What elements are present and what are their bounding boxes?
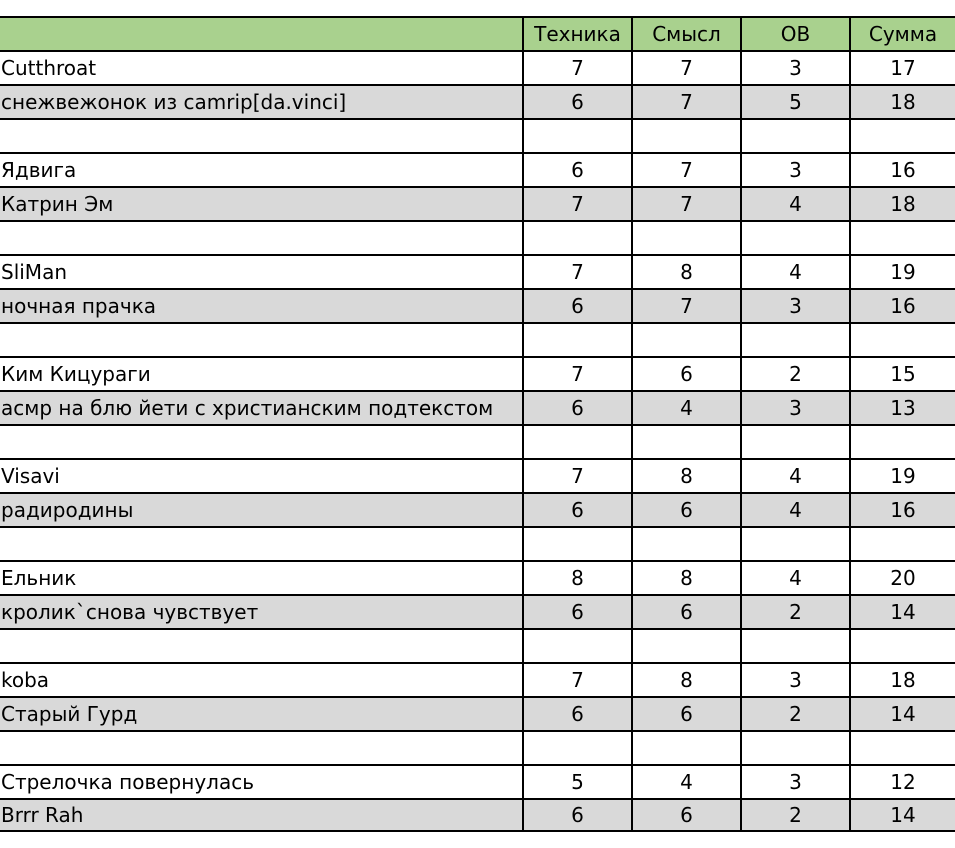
header-ov-cell[interactable]: ОВ xyxy=(740,18,849,50)
technique-cell[interactable] xyxy=(522,324,631,356)
name-cell[interactable]: koba xyxy=(1,668,50,692)
sum-cell[interactable]: 18 xyxy=(849,188,955,220)
ov-cell[interactable]: 2 xyxy=(740,596,849,628)
sum-cell[interactable] xyxy=(849,630,955,662)
name-cell[interactable]: Ядвига xyxy=(1,158,77,182)
sum-cell[interactable]: 16 xyxy=(849,290,955,322)
name-cell[interactable] xyxy=(0,222,522,254)
technique-cell[interactable]: 6 xyxy=(522,596,631,628)
table-row xyxy=(0,390,955,424)
name-cell[interactable] xyxy=(0,528,522,560)
spacer-row xyxy=(0,730,955,764)
ov-cell[interactable]: 3 xyxy=(740,392,849,424)
table-row xyxy=(0,50,955,84)
technique-cell[interactable] xyxy=(522,630,631,662)
table-row xyxy=(0,662,955,696)
name-cell[interactable]: Стрелочка повернулась xyxy=(1,770,254,794)
table-row xyxy=(0,356,955,390)
name-cell[interactable] xyxy=(0,630,522,662)
ov-cell[interactable]: 3 xyxy=(740,290,849,322)
ov-cell[interactable]: 3 xyxy=(740,766,849,798)
name-cell[interactable]: Cutthroat xyxy=(1,56,97,80)
technique-cell[interactable]: 8 xyxy=(522,562,631,594)
sum-cell[interactable] xyxy=(849,324,955,356)
table-row xyxy=(0,696,955,730)
table-row xyxy=(0,152,955,186)
ov-cell[interactable]: 3 xyxy=(740,52,849,84)
technique-cell[interactable] xyxy=(522,528,631,560)
technique-cell[interactable]: 7 xyxy=(522,188,631,220)
score-table xyxy=(0,16,955,832)
table-row xyxy=(0,594,955,628)
ov-cell[interactable]: 4 xyxy=(740,460,849,492)
technique-cell[interactable]: 7 xyxy=(522,358,631,390)
name-cell[interactable]: радиродины xyxy=(0,494,522,526)
sum-cell[interactable] xyxy=(849,528,955,560)
sum-cell[interactable] xyxy=(849,426,955,458)
sum-cell[interactable]: 20 xyxy=(849,562,955,594)
meaning-cell[interactable]: 6 xyxy=(631,358,740,390)
name-cell[interactable]: кролик`снова чувствует xyxy=(0,596,522,628)
sum-cell[interactable] xyxy=(849,120,955,152)
ov-cell[interactable]: 3 xyxy=(740,664,849,696)
spacer-row xyxy=(0,322,955,356)
ov-cell[interactable]: 2 xyxy=(740,698,849,730)
meaning-cell[interactable]: 8 xyxy=(631,664,740,696)
meaning-cell[interactable] xyxy=(631,732,740,764)
technique-cell[interactable] xyxy=(522,732,631,764)
ov-cell[interactable] xyxy=(740,222,849,254)
table-row xyxy=(0,798,955,832)
meaning-cell[interactable]: 7 xyxy=(631,52,740,84)
sum-cell[interactable]: 14 xyxy=(849,698,955,730)
ov-cell[interactable]: 4 xyxy=(740,494,849,526)
ov-cell[interactable]: 4 xyxy=(740,188,849,220)
header-meaning-cell[interactable]: Смысл xyxy=(631,18,740,50)
spacer-row xyxy=(0,424,955,458)
table-row xyxy=(0,764,955,798)
meaning-cell[interactable]: 6 xyxy=(631,698,740,730)
ov-cell[interactable] xyxy=(740,120,849,152)
meaning-cell[interactable] xyxy=(631,120,740,152)
spacer-row xyxy=(0,628,955,662)
technique-cell[interactable]: 7 xyxy=(522,664,631,696)
meaning-cell[interactable] xyxy=(631,630,740,662)
sum-cell[interactable]: 16 xyxy=(849,154,955,186)
meaning-cell[interactable] xyxy=(631,222,740,254)
technique-cell[interactable]: 6 xyxy=(522,154,631,186)
table-row xyxy=(0,458,955,492)
technique-cell[interactable]: 6 xyxy=(522,494,631,526)
technique-cell[interactable]: 5 xyxy=(522,766,631,798)
sum-cell[interactable]: 19 xyxy=(849,256,955,288)
table-row xyxy=(0,492,955,526)
sum-cell[interactable]: 18 xyxy=(849,86,955,118)
meaning-cell[interactable]: 6 xyxy=(631,800,740,830)
meaning-cell[interactable]: 7 xyxy=(631,154,740,186)
ov-cell[interactable] xyxy=(740,630,849,662)
meaning-cell[interactable] xyxy=(631,528,740,560)
sum-cell[interactable]: 17 xyxy=(849,52,955,84)
spacer-row xyxy=(0,526,955,560)
name-cell[interactable]: ночная прачка xyxy=(0,290,522,322)
sum-cell[interactable]: 19 xyxy=(849,460,955,492)
technique-cell[interactable]: 6 xyxy=(522,392,631,424)
name-cell[interactable]: Visavi xyxy=(1,464,60,488)
sum-cell[interactable]: 13 xyxy=(849,392,955,424)
name-cell[interactable]: Brrr Rah xyxy=(0,800,522,830)
spacer-row xyxy=(0,220,955,254)
sum-cell[interactable]: 14 xyxy=(849,596,955,628)
technique-cell[interactable] xyxy=(522,426,631,458)
name-cell[interactable] xyxy=(0,426,522,458)
meaning-cell[interactable] xyxy=(631,324,740,356)
table-row xyxy=(0,84,955,118)
ov-cell[interactable]: 2 xyxy=(740,358,849,390)
meaning-cell[interactable]: 7 xyxy=(631,86,740,118)
meaning-cell[interactable]: 8 xyxy=(631,460,740,492)
name-cell[interactable]: SliMan xyxy=(1,260,67,284)
ov-cell[interactable] xyxy=(740,324,849,356)
meaning-cell[interactable]: 6 xyxy=(631,494,740,526)
sum-cell[interactable] xyxy=(849,732,955,764)
meaning-cell[interactable]: 8 xyxy=(631,256,740,288)
sum-cell[interactable]: 16 xyxy=(849,494,955,526)
technique-cell[interactable]: 6 xyxy=(522,290,631,322)
header-sum-cell[interactable]: Сумма xyxy=(849,18,955,50)
meaning-cell[interactable]: 6 xyxy=(631,596,740,628)
table-row xyxy=(0,186,955,220)
sum-cell[interactable]: 15 xyxy=(849,358,955,390)
name-cell[interactable]: Старый Гурд xyxy=(0,698,522,730)
ov-cell[interactable] xyxy=(740,528,849,560)
technique-cell[interactable]: 7 xyxy=(522,460,631,492)
sum-cell[interactable]: 12 xyxy=(849,766,955,798)
technique-cell[interactable]: 6 xyxy=(522,800,631,830)
name-cell[interactable]: снежвежонок из camrip[da.vinci] xyxy=(0,86,522,118)
table-header-row xyxy=(0,16,955,50)
table-row xyxy=(0,560,955,594)
name-cell[interactable] xyxy=(0,120,522,152)
meaning-cell[interactable]: 7 xyxy=(631,290,740,322)
name-cell[interactable] xyxy=(0,732,522,764)
technique-cell[interactable] xyxy=(522,222,631,254)
meaning-cell[interactable]: 8 xyxy=(631,562,740,594)
table-body xyxy=(0,50,955,832)
name-cell[interactable] xyxy=(0,324,522,356)
ov-cell[interactable]: 5 xyxy=(740,86,849,118)
technique-cell[interactable]: 7 xyxy=(522,52,631,84)
technique-cell[interactable]: 6 xyxy=(522,698,631,730)
table-row xyxy=(0,288,955,322)
name-cell[interactable]: асмр на блю йети с христианским подтекстом xyxy=(0,392,522,424)
meaning-cell[interactable]: 4 xyxy=(631,766,740,798)
ov-cell[interactable] xyxy=(740,426,849,458)
sum-cell[interactable] xyxy=(849,222,955,254)
sum-cell[interactable]: 14 xyxy=(849,800,955,830)
technique-cell[interactable] xyxy=(522,120,631,152)
name-cell[interactable]: Ким Кицураги xyxy=(1,362,151,386)
header-name-cell[interactable] xyxy=(0,18,522,50)
meaning-cell[interactable]: 7 xyxy=(631,188,740,220)
ov-cell[interactable]: 2 xyxy=(740,800,849,830)
sum-cell[interactable]: 18 xyxy=(849,664,955,696)
meaning-cell[interactable] xyxy=(631,426,740,458)
name-cell[interactable]: Ельник xyxy=(1,566,77,590)
technique-cell[interactable]: 6 xyxy=(522,86,631,118)
ov-cell[interactable]: 3 xyxy=(740,154,849,186)
ov-cell[interactable]: 4 xyxy=(740,562,849,594)
ov-cell[interactable] xyxy=(740,732,849,764)
spacer-row xyxy=(0,118,955,152)
technique-cell[interactable]: 7 xyxy=(522,256,631,288)
header-technique-cell[interactable]: Техника xyxy=(522,18,631,50)
name-cell[interactable]: Катрин Эм xyxy=(0,188,522,220)
table-row xyxy=(0,254,955,288)
meaning-cell[interactable]: 4 xyxy=(631,392,740,424)
ov-cell[interactable]: 4 xyxy=(740,256,849,288)
